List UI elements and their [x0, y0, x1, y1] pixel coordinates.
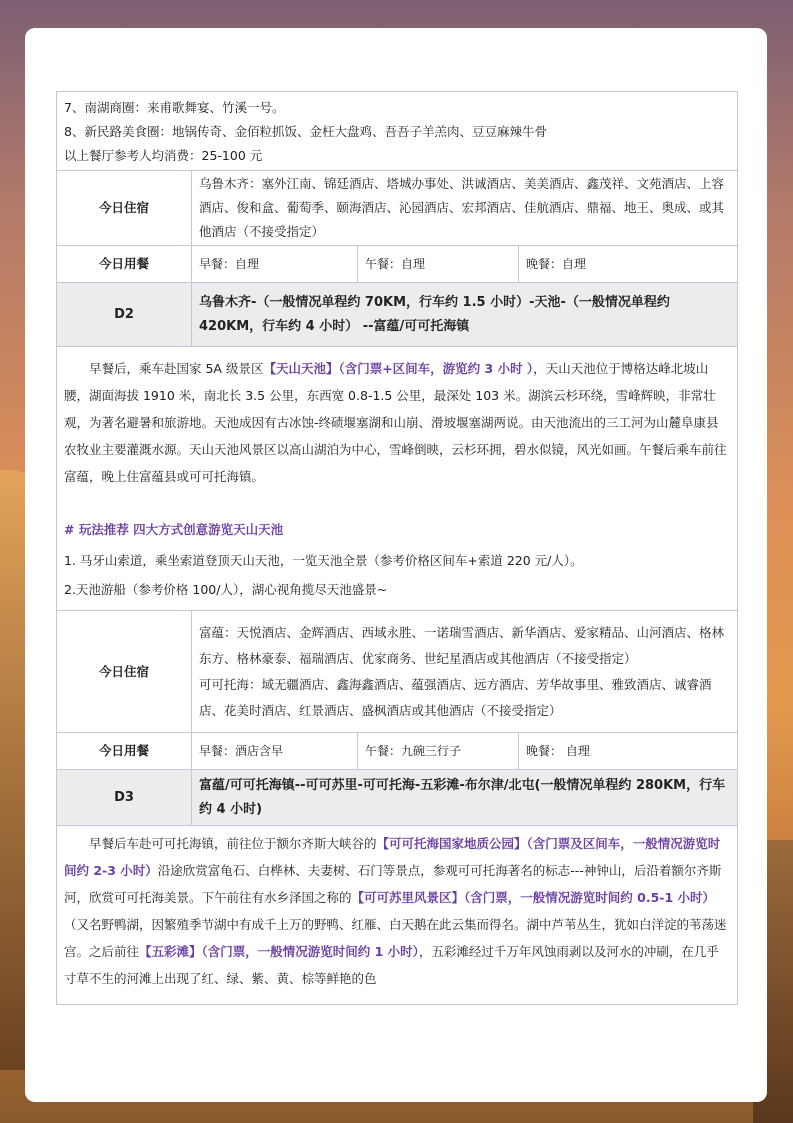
day-number: D2	[57, 283, 192, 347]
breakfast: 早餐：自理	[192, 246, 358, 283]
stay-fuyun: 富蕴：天悦酒店、金辉酒店、西域永胜、一诺瑞雪酒店、新华酒店、爱家精品、山河酒店、格林东方、格林豪泰、福瑞酒店、优家商务、世纪星酒店或其他酒店（不接受指定）	[199, 624, 725, 666]
dinner: 晚餐：自理	[519, 246, 738, 283]
stay-label: 今日住宿	[57, 611, 192, 733]
restaurant-line-8: 8、新民路美食圈：地锅传奇、金佰粒抓饭、金枉大盘鸡、吾吾子羊羔肉、豆豆麻辣牛骨	[64, 124, 547, 139]
d2-stay-row	[57, 611, 738, 733]
wucaitan-highlight: 【五彩滩】（含门票，一般情况游览时间约 1 小时）	[139, 944, 419, 959]
breakfast: 早餐：酒店含早	[192, 733, 358, 770]
day-route: 乌鲁木齐-（一般情况单程约 70KM，行车约 1.5 小时）-天池-（一般情况单程约 420KM，行车约 4 小时） --富蕴/可可托海镇	[192, 283, 738, 347]
kekesuli-highlight: 【可可苏里风景区】（含门票，一般情况游览时间约 0.5-1 小时）	[351, 890, 715, 905]
tip-item-2: 2.天池游船（参考价格 100/人），湖心视角揽尽天池盛景~	[64, 582, 388, 597]
d2-description-row	[57, 347, 738, 611]
d2-description: 早餐后，乘车赴国家 5A 级景区【天山天池】（含门票+区间车，游览约 3 小时 ），天山天池位于博格达峰北坡山腰，湖面海拔 1910 米，南北长 3.5 公里，东西宽 0.8-1.5 公里，最深处 103 米。湖滨云杉环绕，雪峰辉映，非常壮观，为著名避暑和旅游地。天池成因有古冰蚀-终碛堰塞湖和山崩、滑坡堰塞湖两说。由天池流出的三工河为山麓阜康县农牧业主要灌溉水源。天山天池风景区以高山湖泊为中心，雪峰倒映，云杉环拥，碧水似镜，风光如画。午餐后乘车前往富蕴，晚上住富蕴县或可可托海镇。	[64, 361, 727, 484]
meal-label: 今日用餐	[57, 733, 192, 770]
d3-header-row	[57, 770, 738, 826]
day-number: D3	[57, 770, 192, 826]
tianchi-highlight: 【天山天池】（含门票+区间车，游览约 3 小时 ）	[263, 361, 534, 376]
tip-item-1: 1. 马牙山索道，乘坐索道登顶天山天池，一览天池全景（参考价格区间车+索道 220 元/人）。	[64, 553, 583, 568]
d3-description: 早餐后车赴可可托海镇，前往位于额尔齐斯大峡谷的【可可托海国家地质公园】（含门票及区间车，一般情况游览时间约 2-3 小时）沿途欣赏富龟石、白桦林、夫妻树、石门等景点，参观可可托海著名的标志---神钟山，后沿着额尔齐斯河，欣赏可可托海美景。下午前往有水乡泽国之称的【可可苏里风景区】（含门票，一般情况游览时间约 0.5-1 小时）（又名野鸭湖，因繁殖季节湖中有成千上万的野鸭、红雁、白天鹅在此云集而得名。湖中芦苇丛生，犹如白洋淀的苇荡迷宫。之后前往【五彩滩】（含门票，一般情况游览时间约 1 小时），五彩滩经过千万年风蚀雨剥以及河水的冲刷，在几乎寸草不生的河滩上出现了红、绿、紫、黄、棕等鲜艳的色	[64, 836, 727, 986]
stay-label: 今日住宿	[57, 171, 192, 246]
day1-stay-row	[57, 171, 738, 246]
restaurant-notes-row	[57, 92, 738, 171]
d3-description-row	[57, 826, 738, 1005]
tip-title: # 玩法推荐 四大方式创意游览天山天池	[64, 522, 284, 537]
restaurant-line-7: 7、南湖商圈：来甫歌舞宴、竹溪一号。	[64, 100, 285, 115]
stay-hotels: 乌鲁木齐：塞外江南、锦廷酒店、塔城办事处、洪诚酒店、美美酒店、鑫茂祥、文苑酒店、上容酒店、俊和盒、葡萄季、颐海酒店、沁园酒店、宏邦酒店、佳航酒店、鼎福、地王、奥成、或其他酒店（不接受指定）	[192, 171, 738, 246]
geopark-highlight: 【可可托海国家地质公园】（含门票及区间车，一般情况游览时间约 2-3 小时）	[64, 836, 721, 878]
dinner: 晚餐： 自理	[519, 733, 738, 770]
meal-label: 今日用餐	[57, 246, 192, 283]
restaurant-avg-price: 以上餐厅参考人均消费：25-100 元	[64, 148, 263, 163]
d2-header-row	[57, 283, 738, 347]
day1-meal-row	[57, 246, 738, 283]
day-route: 富蕴/可可托海镇--可可苏里-可可托海-五彩滩-布尔津/北屯(一般情况单程约 280KM，行车约 4 小时)	[192, 770, 738, 826]
stay-keketuohai: 可可托海：域无疆酒店、鑫海鑫酒店、蕴强酒店、远方酒店、芳华故事里、雅致酒店、诚睿酒店、花美时酒店、红景酒店、盛枫酒店或其他酒店（不接受指定）	[199, 676, 712, 718]
lunch: 午餐：九碗三行子	[358, 733, 519, 770]
d2-meal-row	[57, 733, 738, 770]
itinerary-table	[56, 91, 738, 1005]
lunch: 午餐：自理	[358, 246, 519, 283]
